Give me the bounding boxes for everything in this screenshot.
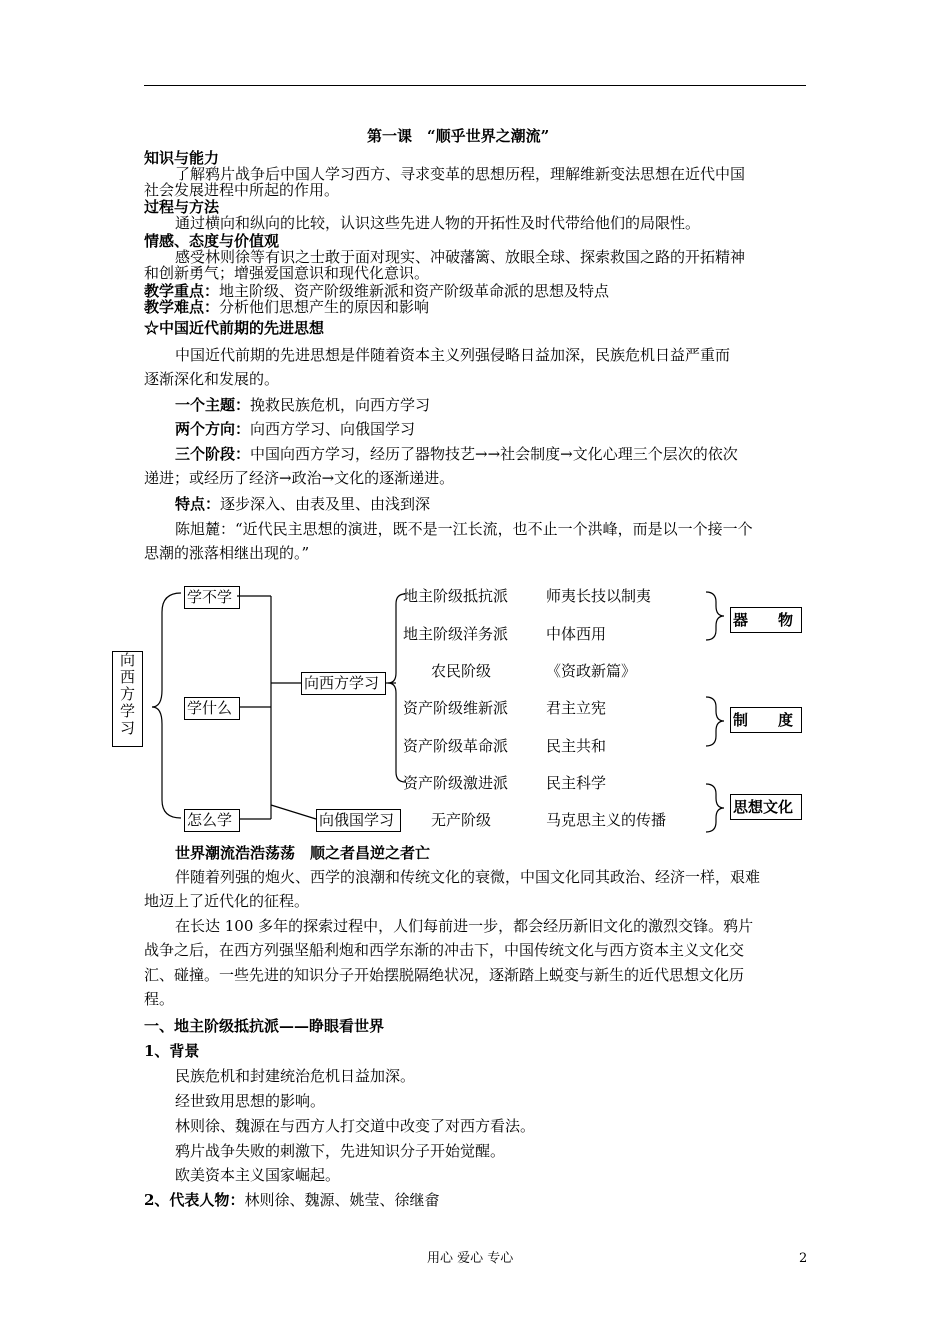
background-item: 欧美资本主义国家崛起。	[175, 1166, 341, 1184]
page-number: 2	[799, 1251, 808, 1266]
intro-paragraph-line2: 逐渐深化和发展的。	[144, 370, 280, 388]
box-level-artifacts: 器 物	[730, 607, 802, 633]
three-stages-line1: 三个阶段：中国向西方学习，经历了器物技艺→→社会制度→文化心理三个层次的依次	[175, 445, 738, 463]
idea-learn-to-resist: 师夷长技以制夷	[546, 587, 652, 605]
paragraph3-line4: 程。	[144, 990, 175, 1008]
section-heading-process: 过程与方法	[144, 198, 220, 216]
idea-marxism: 马克思主义的传播	[546, 811, 667, 829]
group-proletariat: 无产阶级	[431, 811, 492, 829]
background-item: 民族危机和封建统治危机日益加深。	[175, 1067, 416, 1085]
features: 特点：逐步深入、由表及里、由浅到深	[175, 495, 431, 513]
box-how-to-learn: 怎么学	[184, 809, 240, 832]
section-heading-resistance: 一、地主阶级抵抗派——睁眼看世界	[144, 1017, 385, 1035]
representatives: 2、代表人物：林则徐、魏源、姚莹、徐继畲	[144, 1191, 440, 1209]
idea-democracy-science: 民主科学	[546, 774, 607, 792]
paragraph2-line2: 地迈上了近代化的征程。	[144, 892, 310, 910]
box-whether-to-learn: 学不学	[184, 586, 240, 609]
knowledge-text-line2: 社会发展进程中所起的作用。	[144, 181, 340, 199]
three-stages-line2: 递进；或经历了经济→政治→文化的逐渐递进。	[144, 469, 455, 487]
root-brace	[152, 593, 181, 818]
box-what-to-learn: 学什么	[184, 697, 240, 720]
values-text-line2: 和创新勇气；增强爱国意识和现代化意识。	[144, 264, 430, 282]
group-radical: 资产阶级激进派	[403, 774, 509, 792]
background-item: 鸦片战争失败的刺激下，先进知识分子开始觉醒。	[175, 1142, 506, 1160]
box-learn-russia: 向俄国学习	[316, 809, 401, 832]
box-learn-west: 向西方学习	[301, 672, 386, 695]
section-heading-advanced-thought: ☆中国近代前期的先进思想	[144, 319, 325, 337]
footer-text: 用心 爱心 专心	[427, 1251, 514, 1266]
values-text-line1: 感受林则徐等有识之士敢于面对现实、冲破藩篱、放眼全球、探索救国之路的开拓精神	[175, 248, 746, 266]
paragraph2-line1: 伴随着列强的炮火、西学的浪潮和传统文化的衰微，中国文化同其政治、经济一样，艰难	[175, 868, 761, 886]
key-point: 教学重点：地主阶级、资产阶级维新派和资产阶级革命派的思想及特点	[144, 282, 610, 300]
group-revolutionary: 资产阶级革命派	[403, 737, 509, 755]
chen-quote-line2: 思潮的涨落相继出现的。”	[144, 544, 310, 562]
process-text: 通过横向和纵向的比较，认识这些先进人物的开拓性及时代带给他们的局限性。	[175, 214, 701, 232]
motto: 世界潮流浩浩荡荡 顺之者昌逆之者亡	[175, 844, 431, 862]
background-item: 林则徐、魏源在与西方人打交道中改变了对西方看法。	[175, 1117, 536, 1135]
page-title: 第一课 “顺乎世界之潮流”	[367, 127, 550, 145]
idea-new-treatise: 《资政新篇》	[546, 662, 637, 680]
paragraph3-line2: 战争之后，在西方列强坚船利炮和西学东渐的冲击下，中国传统文化与西方资本主义文化交	[144, 941, 745, 959]
box-level-institutions: 制 度	[730, 707, 802, 733]
idea-constitutional-monarchy: 君主立宪	[546, 699, 607, 717]
idea-chinese-learning-base: 中体西用	[546, 625, 607, 643]
brace-artifacts	[706, 592, 724, 640]
difficult-point: 教学难点：分析他们思想产生的原因和影响	[144, 298, 430, 316]
section-heading-values: 情感、态度与价值观	[144, 232, 280, 250]
subheading-background: 1、背景	[144, 1042, 200, 1060]
idea-democratic-republic: 民主共和	[546, 737, 607, 755]
paragraph3-line1: 在长达 100 多年的探索过程中，人们每前进一步，都会经历新旧文化的激烈交锋。鸦片	[175, 917, 754, 935]
two-directions: 两个方向：向西方学习、向俄国学习	[175, 420, 416, 438]
brace-culture	[706, 784, 724, 832]
paragraph3-line3: 汇、碰撞。一些先进的知识分子开始摆脱隔绝状况，逐渐踏上蜕变与新生的近代思想文化历	[144, 966, 745, 984]
section-heading-knowledge: 知识与能力	[144, 149, 220, 167]
knowledge-text-line1: 了解鸦片战争后中国人学习西方、寻求变革的思想历程，理解维新变法思想在近代中国	[175, 165, 746, 183]
intro-paragraph-line1: 中国近代前期的先进思想是伴随着资本主义列强侵略日益加深，民族危机日益严重而	[175, 346, 731, 364]
background-item: 经世致用思想的影响。	[175, 1092, 326, 1110]
group-landlord-resistance: 地主阶级抵抗派	[403, 587, 509, 605]
box-level-culture: 思想文化	[730, 794, 802, 820]
brace-institutions	[706, 697, 724, 746]
root-box-learn-from-west: 向 西 方 学 习	[112, 651, 143, 747]
one-theme: 一个主题：挽救民族危机，向西方学习	[175, 396, 431, 414]
group-reformist: 资产阶级维新派	[403, 699, 509, 717]
group-peasant: 农民阶级	[431, 662, 492, 680]
group-westernization: 地主阶级洋务派	[403, 625, 509, 643]
chen-quote-line1: 陈旭麓：“近代民主思想的演进，既不是一江长流，也不止一个洪峰，而是以一个接一个	[175, 520, 753, 538]
